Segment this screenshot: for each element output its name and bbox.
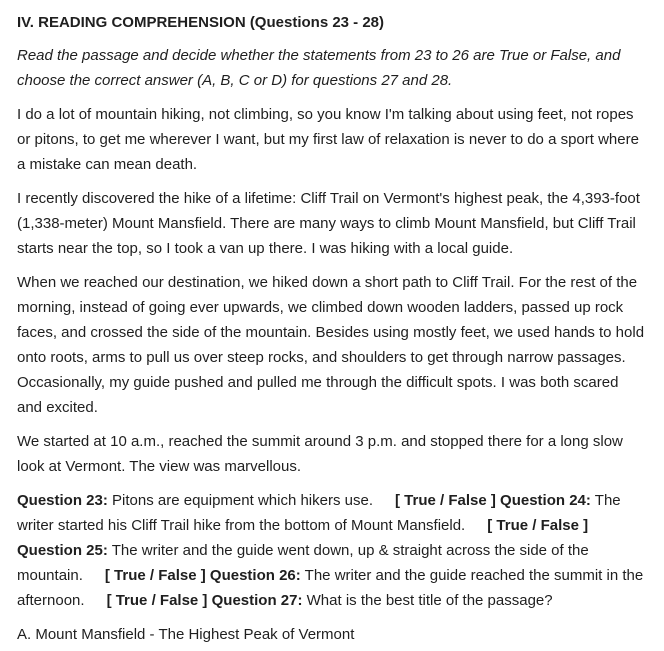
question-27-text: What is the best title of the passage? (302, 592, 553, 609)
question-24-text: The writer started his Cliff Trail hike from the bottom of Mount Mansfield. (17, 492, 621, 534)
question-26-text: The writer and the guide reached the summit in the afternoon. (17, 567, 644, 609)
question-25-label: Question 25: (17, 542, 108, 559)
question-26-label: Question 26: (209, 567, 301, 584)
passage-paragraph-1: I do a lot of mountain hiking, not climbing, so you know I'm talking about using feet, not ropes or pitons, to get me wherever I want, but my first law of relaxation is never to do a sport where a mistake can mean death. (17, 106, 639, 173)
instructions: Read the passage and decide whether the statements from 23 to 26 are True or False, and choose the correct answer (A, B, C or D) for questions 27 and 28. (17, 47, 621, 89)
question-27-label: Question 27: (211, 592, 303, 609)
question-24-options[interactable]: [ True / False ] (487, 517, 589, 534)
section-heading: IV. READING COMPREHENSION (Questions 23 - 28) (17, 14, 385, 31)
passage-paragraph-2: I recently discovered the hike of a lifetime: Cliff Trail on Vermont's highest peak, the 4,393-foot (1,338-meter) Mount Mansfield. There are many ways to climb Mount Mansfield, but Cliff Trail starts near the top, so I took a van up there. I was hiking with a local guide. (17, 190, 640, 257)
question-26-options[interactable]: [ True / False ] (106, 592, 208, 609)
questions-block (17, 488, 646, 613)
question-25-options[interactable]: [ True / False ] (104, 567, 206, 584)
question-23-text: Pitons are equipment which hikers use. (107, 492, 373, 509)
answer-option-a[interactable]: A. Mount Mansfield - The Highest Peak of Vermont (17, 626, 355, 643)
question-23-label: Question 23: (17, 492, 108, 509)
passage-paragraph-4: We started at 10 a.m., reached the summit around 3 p.m. and stopped there for a long slow look at Vermont. The view was marvellous. (17, 433, 623, 475)
question-25-text: The writer and the guide went down, up & straight across the side of the mountain. (17, 542, 589, 584)
passage-paragraph-3: When we reached our destination, we hiked down a short path to Cliff Trail. For the rest of the morning, instead of going ever upwards, we climbed down wooden ladders, passed up rock faces, and crossed the side of the mountain. Besides using mostly feet, we used hands to hold onto roots, arms to pull us over steep rocks, and shoulders to get through narrow passages. Occasionally, my guide pushed and pulled me through the difficult spots. I was both scared and excited. (17, 274, 645, 416)
question-23-options[interactable]: [ True / False ] (395, 492, 496, 509)
question-24-label: Question 24: (500, 492, 591, 509)
